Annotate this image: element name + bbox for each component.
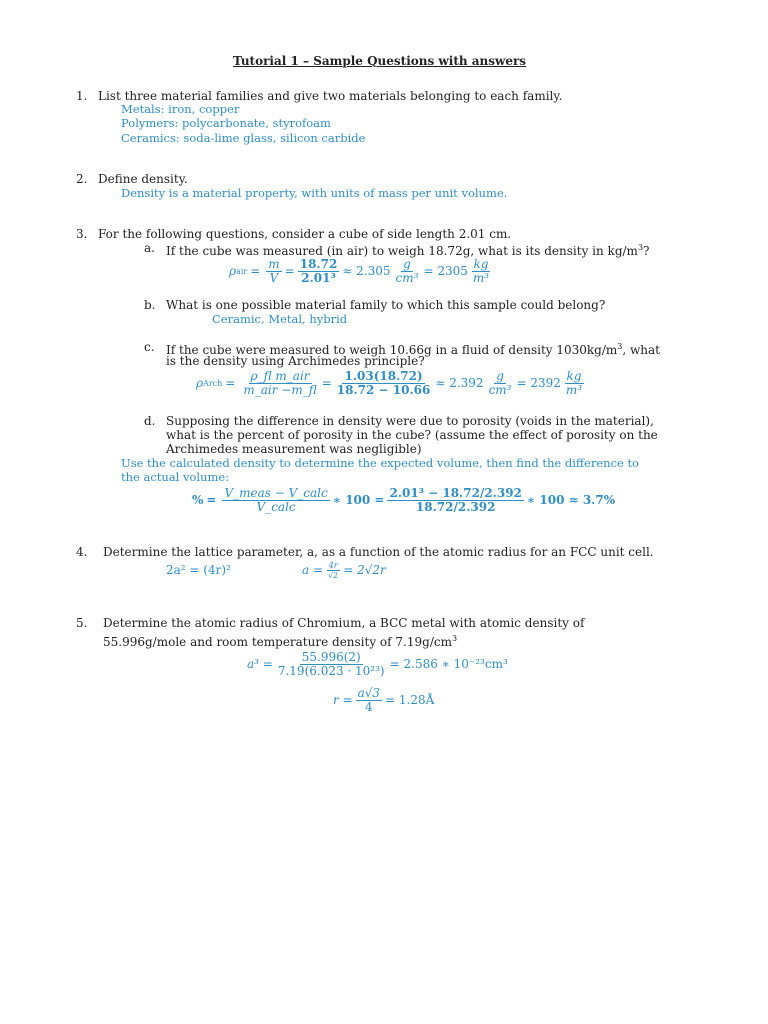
equation-porosity: % = $\frac{\text{V\_meas − V\_calc}}{\text{V\_calc}}$ ∗ 100 = $\frac{\text{2.01³ − 18.72/2.392}}{18.72/2.392}$ ∗ 100 ≈ 3.7% [192, 485, 616, 514]
equation-density-air: ρ air = $\frac{m}{V}$ = $\frac{18.72}{\text{2.01³}}$ ≈ 2.305 $\frac{g}{\text{cm³}}$ = 2305 $\frac{kg}{\text{m³}}$ [229, 256, 490, 285]
question-2-text: Define density. [98, 172, 188, 186]
subquestion-label: b. [144, 298, 156, 312]
question-5-line: Determine the atomic radius of Chromium, a BCC metal with atomic density of [103, 616, 585, 630]
question-5-line: 55.996g/mole and room temperature density of $7.19g/cm^3$ [103, 634, 458, 649]
answer-line: Metals: iron, copper [121, 102, 240, 116]
subquestion-label: d. [144, 414, 156, 428]
equation-cube-volume: a³ = $\frac{55.996(2)}{\text{7.19(6.023 · 10²³)}}$ = 2.586 ∗ 10⁻²³cm³ [247, 649, 508, 678]
question-3a-text: If the cube was measured (in air) to weigh 18.72g, what is its density in $kg/m^3$? [166, 243, 650, 258]
answer-line: Polymers: polycarbonate, styrofoam [121, 116, 331, 130]
answer-line: Ceramics: soda-lime glass, silicon carbide [121, 131, 366, 145]
question-4-text: Determine the lattice parameter, a, as a function of the atomic radius for an FCC unit cell. [103, 545, 654, 559]
subquestion-label: c. [144, 340, 155, 354]
question-3-text: For the following questions, consider a cube of side length 2.01 cm. [98, 227, 512, 241]
question-number: 1. [76, 89, 88, 103]
question-3c-line: is the density using Archimedes principle? [166, 354, 425, 368]
page-title: Tutorial 1 – Sample Questions with answers [233, 54, 527, 68]
question-3b-text: What is one possible material family to which this sample could belong? [166, 298, 606, 312]
question-number: 5. [76, 616, 88, 630]
answer-line: Use the calculated density to determine the expected volume, then find the difference to [121, 456, 640, 470]
answer-line: the actual volume: [121, 470, 230, 484]
equation-density-archimedes: ρ Arch = $\frac{\text{ρ\_fl m\_air}}{\text{m\_air −m\_fl}}$ = $\frac{1.03(18.72)}{18.72 - 10.66}$ ≈ 2.392 $\frac{g}{\text{cm³}}$ = 2392 $\frac{kg}{\text{m³}}$ [196, 368, 583, 397]
question-1-text: List three material families and give two materials belonging to each family. [98, 89, 563, 103]
question-3d-line: Archimedes measurement was negligible) [166, 442, 422, 456]
answer-line: Density is a material property, with units of mass per unit volume. [121, 186, 508, 200]
question-number: 4. [76, 545, 88, 559]
question-3d-line: Supposing the difference in density were due to porosity (voids in the material), [166, 414, 654, 428]
question-number: 3. [76, 227, 88, 241]
equation-lattice-1: 2a² = (4r)² [166, 563, 231, 577]
equation-lattice-2: a = $\frac{4r}{√2}$ = 2√2r [302, 560, 386, 580]
question-3d-line: what is the percent of porosity in the cube? (assume the effect of porosity on the [166, 428, 658, 442]
question-number: 2. [76, 172, 88, 186]
equation-atomic-radius: r = $\frac{a√3}{4}$ = 1.28Å [333, 685, 435, 714]
subquestion-label: a. [144, 241, 155, 255]
question-3c-line: If the cube were measured to weigh 10.66g in a fluid of density $1030kg/m^3$, what [166, 342, 660, 357]
answer-line: Ceramic, Metal, hybrid [212, 312, 348, 326]
